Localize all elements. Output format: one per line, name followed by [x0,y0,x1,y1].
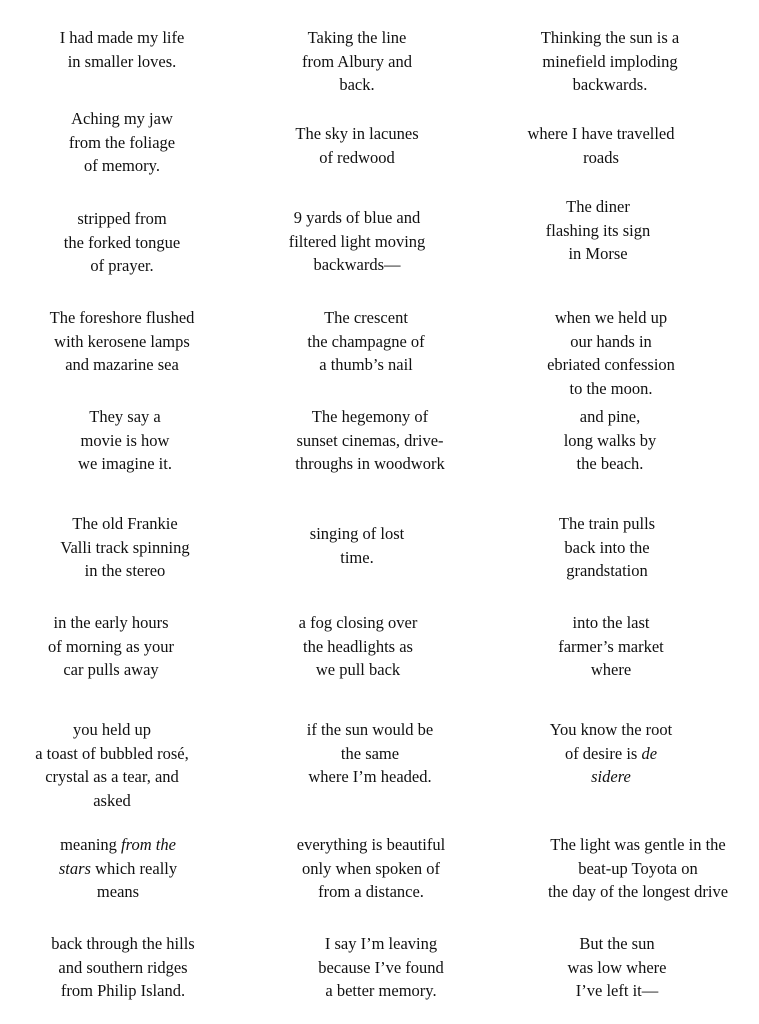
poem-line: 9 yards of blue and [293,208,421,227]
poem-line: filtered light moving [288,231,426,251]
stanza-r4c1 [2,306,242,377]
stanza-r6c2 [237,522,477,569]
poem-line: was low where [567,957,667,977]
poem-line: The sky in lacunes [295,124,419,143]
poem-line: Thinking the sun is a [540,28,680,47]
poem-line: from a distance. [318,882,424,902]
poem-line: where [590,660,632,680]
poem-line: back into the [564,537,650,557]
poem-line: ebriated confession [547,355,675,375]
stanza-r4c3 [491,306,731,400]
poem-line: a thumb’s nail [319,355,413,375]
poem-italic-text: sidere [591,767,631,787]
poem-line: only when spoken of [302,858,440,878]
stanza-r3c2 [237,206,477,277]
stanza-r10c3 [497,932,737,1003]
poem-line: sunset cinemas, drive- [296,430,444,450]
stanza-r5c3 [490,405,730,476]
poem-line: in the early hours [53,613,169,632]
stanza-r7c3 [491,611,731,682]
poem-line: grandstation [566,561,648,581]
poem-line: flashing its sign [545,220,651,240]
poem-line: The foreshore flushed [49,308,195,327]
poem-line: backwards— [313,255,401,275]
poem-line: stripped from [77,209,167,228]
poem-line: The light was gentle in the [550,835,726,854]
poem-line: The train pulls [558,514,656,533]
poem-line: The old Frankie [72,514,178,533]
poem-line: from Philip Island. [60,981,186,1001]
poem-line: into the last [572,613,650,632]
poem-line: we imagine it. [78,454,172,474]
poem-line: singing of lost [309,524,405,543]
poem-line: the day of the longest drive [547,882,729,902]
poem-line: the beach. [576,454,644,474]
poem-text: which really [90,858,178,878]
poem-line: the forked tongue [63,232,181,252]
stanza-r8c2 [250,718,490,789]
poem-italic-text: stars [58,858,91,878]
poem-line: farmer’s market [558,636,664,656]
stanza-r2c1 [2,107,242,178]
poem-line: The crescent [324,308,408,327]
stanza-r7c2 [238,611,478,682]
poem-line: a better memory. [325,981,437,1001]
poem-italic-text: de [641,743,658,763]
poem-line: with kerosene lamps [54,331,190,351]
stanza-r2c3 [481,122,721,169]
stanza-r1c1 [2,26,242,73]
poem-line: in Morse [568,244,628,264]
stanza-r2c2 [237,122,477,169]
poem-line: if the sun would be [306,720,434,739]
poem-line [0,833,238,857]
poem-line: to the moon. [569,378,653,398]
poem-text: meaning [60,835,122,854]
poem-line: car pulls away [63,660,159,680]
poem-text: of desire is [564,743,642,763]
stanza-r9c3 [518,833,758,904]
poem-line: crystal as a tear, and [45,767,179,787]
poem-line: backwards. [572,75,648,95]
poem-line: of prayer. [90,256,154,276]
poem-line: and southern ridges [58,957,188,977]
poem-line: where I have travelled [527,124,675,143]
poem-line: in smaller loves. [67,51,177,71]
poem-line: means [96,882,140,902]
poem-line: The hegemony of [311,407,429,426]
poem-line: back. [339,75,375,95]
stanza-r3c1 [2,207,242,278]
poem-line: I’ve left it— [575,981,659,1001]
poem-line: movie is how [80,430,170,450]
poem-line: the same [340,743,400,763]
poem-line: time. [340,547,374,567]
stanza-r6c1 [5,512,245,583]
poem-line: of redwood [319,147,395,167]
poem-line: in the stereo [84,561,166,581]
poem-line: and mazarine sea [65,355,179,375]
poem-line: where I’m headed. [308,767,432,787]
poem-line: the champagne of [307,331,425,351]
poem-line: Valli track spinning [60,537,190,557]
poem-line: a toast of bubbled rosé, [35,743,189,763]
poem-line: the headlights as [303,636,413,656]
poem-line: Aching my jaw [71,109,173,128]
stanza-r8c3 [491,718,731,789]
stanza-r1c2 [237,26,477,97]
poem-line: But the sun [579,934,655,953]
poem-line: you held up [73,720,151,739]
poem-line: everything is beautiful [296,835,446,854]
poem-line: The diner [566,197,630,216]
poem-line: I say I’m leaving [324,934,438,953]
stanza-r5c2 [250,405,490,476]
stanza-r3c3 [478,195,718,266]
poem-line: You know the root [549,720,673,739]
poem-line: minefield imploding [542,51,678,71]
stanza-r1c3 [490,26,730,97]
poem-line [491,765,731,789]
poem-line: our hands in [570,331,652,351]
poem-line: I had made my life [59,28,185,47]
poem-italic-text: from the [121,835,176,854]
stanza-r6c3 [487,512,727,583]
poem-line: when we held up [554,308,668,327]
poem-line: we pull back [315,660,401,680]
stanza-r9c2 [251,833,491,904]
poem-line [491,742,731,766]
stanza-r5c1 [5,405,245,476]
stanza-r8c1 [0,718,232,812]
poem-line: of memory. [84,156,160,176]
stanza-r9c1 [0,833,238,904]
poem-line: beat-up Toyota on [578,858,698,878]
stanza-r10c2 [261,932,501,1003]
poem-line: long walks by [563,430,657,450]
poem-line: and pine, [579,407,641,426]
stanza-r7c1 [0,611,231,682]
poem-line: Taking the line [307,28,407,47]
poem-line: of morning as your [47,636,175,656]
poem-line: back through the hills [51,934,195,953]
poem-line: roads [583,147,619,167]
poem-line: a fog closing over [298,613,418,632]
poem-line [0,857,238,881]
poem-line: asked [93,790,131,810]
poem-line: from the foliage [68,132,176,152]
poem-line: because I’ve found [318,957,444,977]
poem-line: They say a [89,407,161,426]
stanza-r10c1 [3,932,243,1003]
poem-line: throughs in woodwork [295,454,445,474]
poem-line: from Albury and [302,51,412,71]
stanza-r4c2 [246,306,486,377]
